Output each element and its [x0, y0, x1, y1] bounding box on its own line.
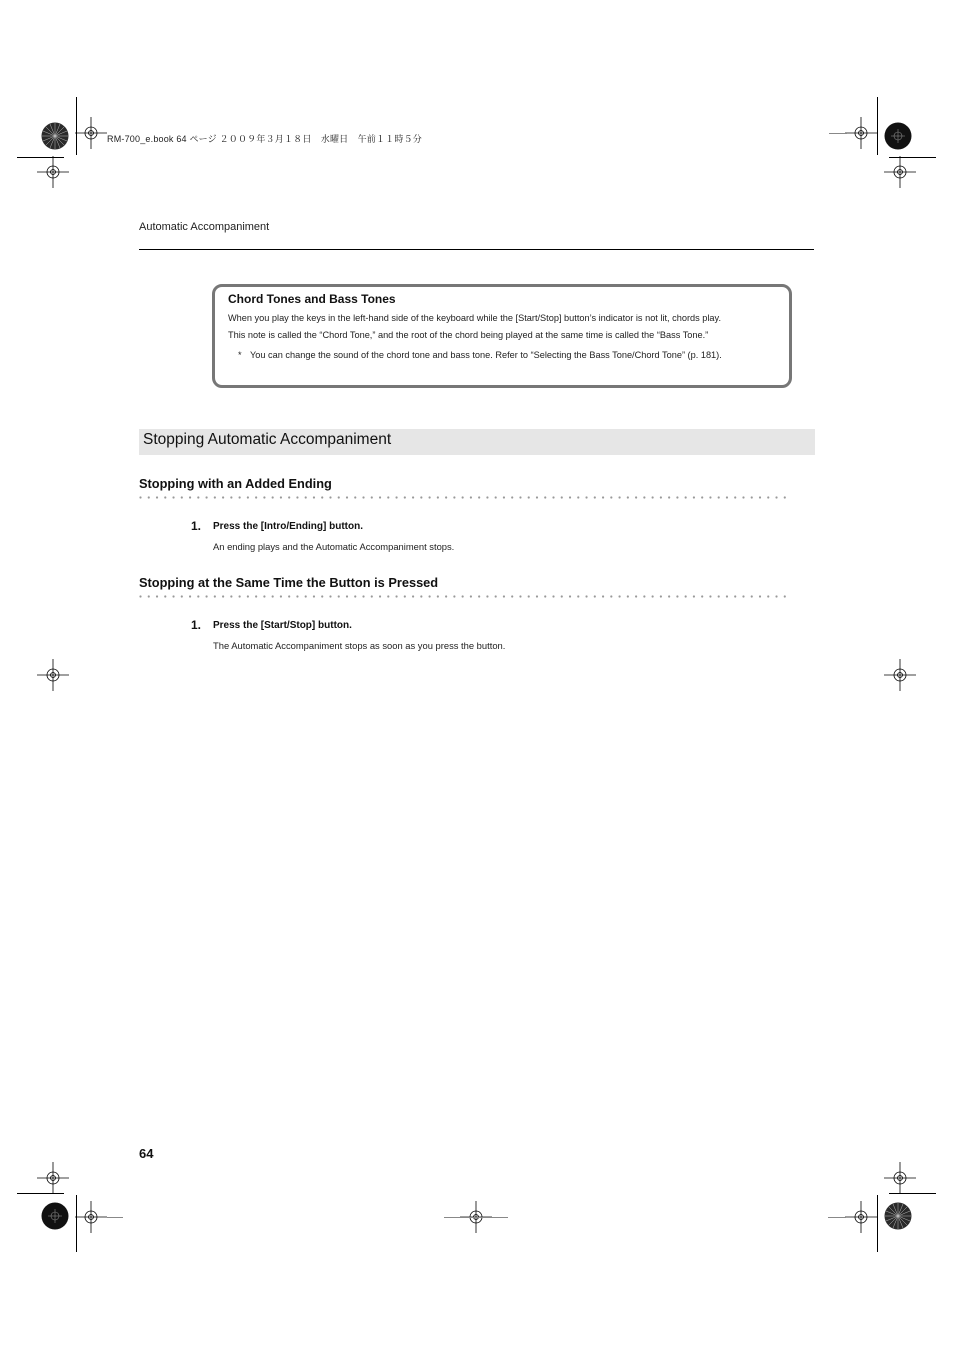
- registration-mark-icon: [845, 117, 877, 149]
- crop-mark: [444, 1217, 508, 1218]
- running-head: Automatic Accompaniment: [139, 221, 270, 233]
- registration-mark-icon: [884, 659, 916, 691]
- starburst-target-icon: [884, 1202, 912, 1230]
- step-number: 1.: [191, 519, 202, 533]
- starburst-target-icon: [41, 122, 69, 150]
- crop-mark: [107, 1217, 123, 1218]
- dotted-rule: [139, 496, 791, 499]
- crop-mark: [829, 133, 847, 134]
- note-bullet-symbol: *: [238, 350, 242, 360]
- crop-mark: [877, 97, 878, 155]
- step-title: Press the [Intro/Ending] button.: [213, 521, 363, 532]
- note-bullet-text: You can change the sound of the chord tone and bass tone. Refer to “Selecting the Bass Tone/Chord Tone” (p. 181).: [250, 350, 722, 360]
- step-title: Press the [Start/Stop] button.: [213, 620, 352, 631]
- registration-mark-icon: [884, 156, 916, 188]
- subsection-heading: Stopping at the Same Time the Button is Pressed: [139, 575, 439, 590]
- section-title: Stopping Automatic Accompaniment: [143, 431, 392, 448]
- step-number: 1.: [191, 618, 202, 632]
- crop-mark: [877, 1195, 878, 1252]
- registration-mark-icon: [75, 1201, 107, 1233]
- subsection-heading: Stopping with an Added Ending: [139, 476, 332, 491]
- note-title: Chord Tones and Bass Tones: [228, 292, 396, 306]
- registration-mark-icon: [75, 117, 107, 149]
- registration-mark-icon: [37, 156, 69, 188]
- registration-target-icon: [884, 122, 912, 150]
- page-number: 64: [139, 1146, 154, 1161]
- registration-mark-icon: [37, 659, 69, 691]
- crop-mark: [828, 1217, 846, 1218]
- note-text-line: This note is called the “Chord Tone,” and the root of the chord being played at the same time is called the “Bass Tone.”: [228, 330, 709, 340]
- dotted-rule: [139, 595, 791, 598]
- note-text-line: When you play the keys in the left-hand side of the keyboard while the [Start/Stop] button’s indicator is not lit, chords play.: [228, 313, 721, 323]
- registration-target-icon: [41, 1202, 69, 1230]
- print-slug: RM-700_e.book 64 ページ ２００９年３月１８日 水曜日 午前１１時５分: [107, 134, 422, 144]
- step-description: An ending plays and the Automatic Accompaniment stops.: [213, 541, 455, 552]
- registration-mark-icon: [37, 1162, 69, 1194]
- step-description: The Automatic Accompaniment stops as soon as you press the button.: [213, 640, 506, 651]
- registration-mark-icon: [845, 1201, 877, 1233]
- registration-mark-icon: [884, 1162, 916, 1194]
- header-rule: [139, 249, 814, 250]
